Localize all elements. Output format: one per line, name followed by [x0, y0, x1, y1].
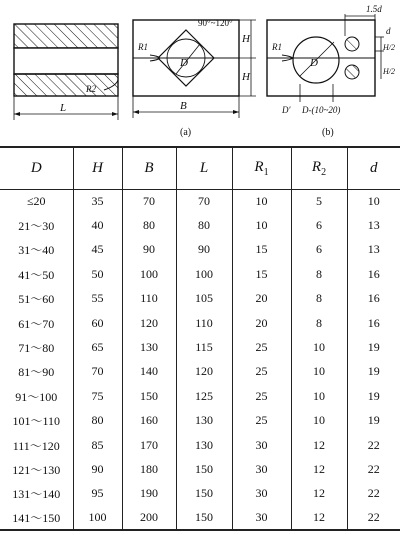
table-cell: 70 [73, 360, 122, 384]
table-cell: 150 [122, 384, 176, 408]
table-row [0, 311, 400, 335]
column-header-label: L [199, 159, 209, 176]
table-cell: 150 [176, 482, 232, 506]
table-cell: 190 [122, 482, 176, 506]
table-row [0, 213, 400, 237]
table-cell: 71～80 [0, 335, 73, 359]
table-cell: 8 [291, 287, 347, 311]
table-cell: 60 [73, 311, 122, 335]
table-cell: 180 [122, 457, 176, 481]
table-body [0, 189, 400, 530]
table-cell: 22 [367, 437, 380, 452]
table-cell: 121～130 [0, 457, 73, 481]
table-cell: 120 [176, 360, 232, 384]
column-header-label: B [144, 159, 154, 176]
table-cell: 50 [73, 262, 122, 286]
table-row [0, 433, 400, 457]
column-header-label: d [370, 159, 378, 176]
dim-d-label: d [386, 26, 391, 36]
table-row [0, 262, 400, 286]
table-cell: 20 [232, 311, 291, 335]
table-cell: 160 [122, 409, 176, 433]
table-cell: 101～110 [0, 409, 73, 433]
dim-H2-upper-label: H/2 [383, 43, 395, 52]
table-cell: 30 [232, 433, 291, 457]
table-cell: 40 [73, 213, 122, 237]
table-row [0, 506, 400, 530]
table-cell: 25 [232, 384, 291, 408]
table-cell: 20 [232, 287, 291, 311]
table-cell: 15 [232, 238, 291, 262]
table-cell: 170 [122, 433, 176, 457]
table-row [0, 238, 400, 262]
caption-b: (b) [322, 127, 334, 138]
table-row [0, 287, 400, 311]
column-header-label: R [254, 158, 264, 175]
table-cell: 25 [232, 409, 291, 433]
table-cell: 19 [367, 388, 380, 403]
dimension-table [0, 146, 400, 531]
table-row [0, 384, 400, 408]
table-cell: 90 [122, 238, 176, 262]
dim-R1-label-b: R1 [272, 42, 282, 52]
table-cell: 130 [176, 409, 232, 433]
table-cell: 31～40 [0, 238, 73, 262]
table-cell: ≤20 [0, 189, 73, 213]
column-header [347, 147, 400, 189]
table-row [0, 409, 400, 433]
table-cell: 30 [232, 457, 291, 481]
table-cell: 10 [232, 189, 291, 213]
table-cell: 130 [176, 433, 232, 457]
table-cell: 21～30 [0, 213, 73, 237]
table-cell: 10 [232, 213, 291, 237]
table-cell: 35 [73, 189, 122, 213]
table-row [0, 457, 400, 481]
table-cell: 65 [73, 335, 122, 359]
table-cell: 12 [291, 506, 347, 530]
table-cell: 91～100 [0, 384, 73, 408]
column-header-label: R [311, 158, 322, 175]
table-cell: 51～60 [0, 287, 73, 311]
table-row [0, 360, 400, 384]
table-cell: 16 [367, 266, 380, 281]
table-cell: 80 [176, 213, 232, 237]
table-cell: 6 [291, 238, 347, 262]
column-header [176, 147, 232, 189]
column-header [291, 147, 347, 189]
column-header [232, 147, 291, 189]
table-cell: 70 [122, 189, 176, 213]
table-cell: 140 [122, 360, 176, 384]
dim-H-upper-label: H [242, 33, 250, 45]
dim-1-5d-label: 1.5d [366, 4, 382, 14]
table-cell: 75 [73, 384, 122, 408]
table-cell: 200 [122, 506, 176, 530]
table-cell: 10 [291, 384, 347, 408]
table-cell: 70 [176, 189, 232, 213]
table-cell: 5 [291, 189, 347, 213]
dim-D-label-a: D [180, 57, 188, 69]
table-cell: 105 [176, 287, 232, 311]
table-cell: 115 [176, 335, 232, 359]
dim-angle-label: 90°~120° [198, 18, 233, 28]
table-cell: 16 [367, 291, 380, 306]
dim-L-label: L [60, 102, 67, 114]
table-cell: 10 [291, 409, 347, 433]
column-header [122, 147, 176, 189]
column-header [73, 147, 122, 189]
table-row [0, 189, 400, 213]
table-cell: 100 [122, 262, 176, 286]
table-cell: 150 [176, 506, 232, 530]
table-cell: 8 [291, 311, 347, 335]
table-row [0, 335, 400, 359]
column-header [0, 147, 73, 189]
table-cell: 130 [122, 335, 176, 359]
table-cell: 12 [291, 433, 347, 457]
table-cell: 19 [367, 340, 380, 355]
dim-R2-label: R2 [86, 84, 96, 94]
table-cell: 30 [232, 506, 291, 530]
table-cell: 81～90 [0, 360, 73, 384]
dim-Dprime-label: D' [282, 105, 291, 115]
table-cell: 19 [367, 413, 380, 428]
dim-R1-label-a: R1 [138, 42, 148, 52]
column-header-subscript: 2 [321, 166, 327, 178]
table-cell: 22 [347, 506, 400, 530]
table-cell: 55 [73, 287, 122, 311]
table-cell: 110 [176, 311, 232, 335]
table-cell: 15 [232, 262, 291, 286]
table-cell: 90 [73, 457, 122, 481]
dim-H-lower-label: H [242, 71, 250, 83]
header-row [0, 147, 400, 189]
table-cell: 22 [367, 486, 380, 501]
table-cell: 10 [291, 335, 347, 359]
table-cell: 25 [232, 360, 291, 384]
table-cell: 150 [176, 457, 232, 481]
table-cell: 13 [367, 242, 380, 257]
table-cell: 125 [176, 384, 232, 408]
caption-a: (a) [180, 127, 192, 138]
table-cell: 10 [367, 193, 380, 208]
table-cell: 10 [291, 360, 347, 384]
table-cell: 12 [291, 457, 347, 481]
table-cell: 110 [122, 287, 176, 311]
dim-Dformula-label: D-(10~20) [302, 105, 341, 115]
front-view-drawing [133, 20, 256, 118]
table-cell: 8 [291, 262, 347, 286]
table-cell: 141～150 [0, 506, 73, 530]
table-cell: 25 [232, 335, 291, 359]
column-header-label: H [92, 159, 103, 176]
table-cell: 45 [73, 238, 122, 262]
table-cell: 41～50 [0, 262, 73, 286]
table-cell: 131～140 [0, 482, 73, 506]
table-cell: 22 [367, 461, 380, 476]
data-table [0, 146, 400, 531]
offset-hole-drawing [267, 14, 384, 102]
table-cell: 90 [176, 238, 232, 262]
table-cell: 30 [232, 482, 291, 506]
table-cell: 61～70 [0, 311, 73, 335]
table-cell: 120 [122, 311, 176, 335]
dim-B-label: B [180, 100, 187, 112]
table-cell: 80 [122, 213, 176, 237]
table-row [0, 482, 400, 506]
table-cell: 80 [73, 409, 122, 433]
table-cell: 19 [367, 364, 380, 379]
dim-H2-lower-label: H/2 [383, 67, 395, 76]
table-cell: 95 [73, 482, 122, 506]
table-cell: 6 [291, 213, 347, 237]
table-cell: 111～120 [0, 433, 73, 457]
column-header-subscript: 1 [263, 166, 269, 178]
dim-D-label-b: D [310, 57, 318, 69]
table-cell: 85 [73, 433, 122, 457]
table-cell: 13 [367, 218, 380, 233]
table-cell: 16 [367, 315, 380, 330]
column-header-label: D [30, 159, 42, 176]
table-cell: 100 [73, 506, 122, 530]
technical-figure [0, 0, 400, 145]
table-cell: 12 [291, 482, 347, 506]
table-cell: 100 [176, 262, 232, 286]
